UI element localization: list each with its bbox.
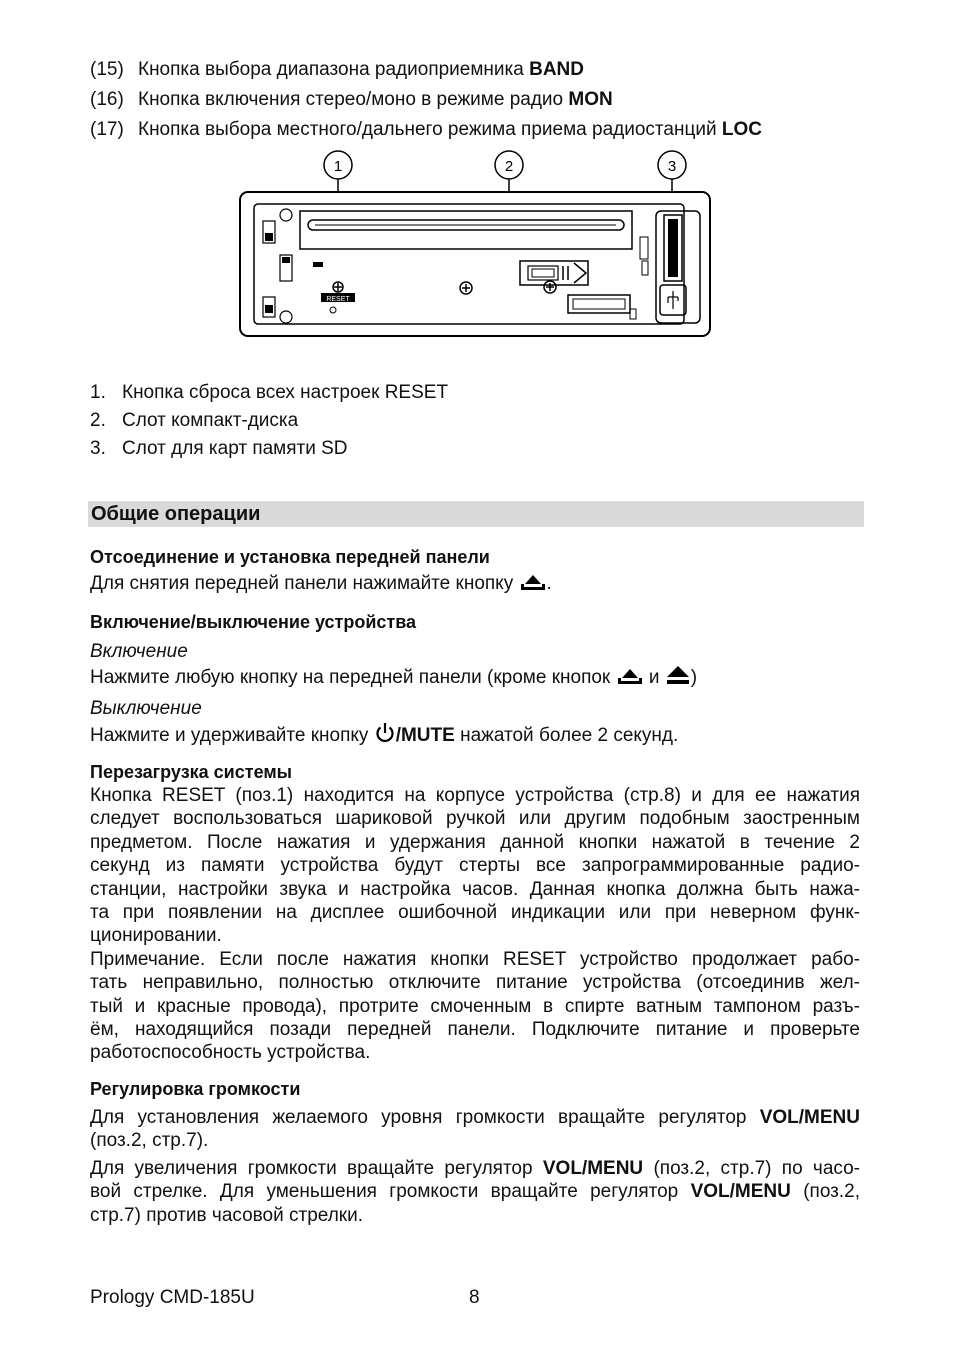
power-on-text xyxy=(90,665,697,690)
list-text: Кнопка выбора местного/дальнего режима приема радиостанций xyxy=(138,119,722,140)
note-line: тый и красные провода), протрите смоченным в спирте ватным тампоном разъ- xyxy=(90,995,860,1017)
reboot-line: предметом. После нажатия и удержания данной кнопки нажатой в течение 2 xyxy=(90,831,860,853)
section-title: Общие операции xyxy=(91,503,261,525)
list-text: Слот компакт-диска xyxy=(122,410,299,431)
vol-menu-keyword: VOL/MENU xyxy=(542,1158,644,1179)
note-line: работоспособность устройства. xyxy=(90,1042,371,1064)
vol-menu-keyword: VOL/MENU xyxy=(759,1107,860,1128)
volume-text: (поз.2, стр.7) по часо- xyxy=(653,1158,861,1179)
volume-text: Для увеличения громкости вращайте регулятор xyxy=(90,1158,533,1179)
list-item-16 xyxy=(90,88,613,112)
footer-model: Prology CMD-185U xyxy=(90,1287,255,1308)
reboot-heading: Перезагрузка системы xyxy=(90,762,293,782)
list-keyword: BAND xyxy=(529,59,584,80)
volume-text: вой стрелке. Для уменьшения громкости вращайте регулятор xyxy=(90,1181,679,1203)
list-number: 3. xyxy=(90,438,106,459)
reboot-line: та при появлении на дисплее ошибочной индикации или при неверном функ- xyxy=(90,902,860,924)
list-text: Слот для карт памяти SD xyxy=(122,438,348,459)
volume-heading: Регулировка громкости xyxy=(90,1079,301,1099)
vol-menu-keyword: VOL/MENU xyxy=(690,1181,791,1203)
mute-keyword: /MUTE xyxy=(395,725,455,746)
reboot-line: ционировании. xyxy=(90,925,222,947)
detach-heading: Отсоединение и установка передней панели xyxy=(90,547,490,567)
list-text: Кнопка сброса всех настроек RESET xyxy=(122,382,449,403)
volume-text: Для установления желаемого уровня громкости вращайте регулятор xyxy=(90,1107,747,1128)
list-keyword: LOC xyxy=(721,119,762,140)
device-diagram xyxy=(230,145,720,345)
volume-paragraph-2 xyxy=(90,1157,860,1227)
note-line: Примечание. Если после нажатия кнопки RESET устройство продолжает рабо- xyxy=(90,948,860,970)
release-panel-icon xyxy=(616,667,644,685)
note-line: ём, находящийся позади передней панели. Подключите питание и проверьте xyxy=(90,1019,860,1041)
detach-text-content: Для снятия передней панели нажимайте кнопку xyxy=(90,573,514,594)
legend-item-1 xyxy=(90,381,448,405)
list-number: (16) xyxy=(90,89,124,110)
reboot-line: секунд из памяти устройства будут стерты все запрограммированные радио- xyxy=(90,855,860,877)
list-number: (17) xyxy=(90,119,124,140)
volume-line: стр.7) против часовой стрелки. xyxy=(90,1204,363,1226)
volume-text: (поз.2, xyxy=(803,1181,861,1203)
power-on-label: Включение xyxy=(90,641,188,662)
legend-item-3 xyxy=(90,437,348,461)
volume-line xyxy=(90,1157,860,1180)
power-on-text-content: Нажмите любую кнопку на передней панели (кроме кнопок xyxy=(90,667,611,688)
note-line: тать неправильно, полностью отключите питание устройства (отсоединив жел- xyxy=(90,972,860,994)
volume-line: (поз.2, стр.7). xyxy=(90,1130,209,1152)
svg-text:2: 2 xyxy=(504,158,514,175)
reboot-paragraph xyxy=(90,784,860,1065)
detach-period: . xyxy=(546,573,552,594)
page-number: 8 xyxy=(469,1287,480,1308)
reboot-line: станции, настройки звука и настройка часов. Данная кнопка должна быть нажа- xyxy=(90,878,860,900)
release-panel-icon xyxy=(519,573,547,591)
volume-line xyxy=(90,1106,860,1129)
power-off-text-2: нажатой более 2 секунд. xyxy=(460,725,679,746)
list-text: Кнопка включения стерео/моно в режиме радио xyxy=(138,89,569,110)
reboot-line: следует воспользоваться шариковой ручкой или другим подобным заостренным xyxy=(90,808,860,830)
power-on-and: и xyxy=(648,667,660,688)
list-keyword: MON xyxy=(568,89,613,110)
power-off-label: Выключение xyxy=(90,698,202,719)
power-heading: Включение/выключение устройства xyxy=(90,612,417,632)
power-off-text xyxy=(90,722,678,748)
list-number: 1. xyxy=(90,382,106,403)
device-body xyxy=(240,192,710,336)
reboot-line: Кнопка RESET (поз.1) находится на корпусе устройства (стр.8) и для ее нажатия xyxy=(90,785,860,806)
volume-paragraph-1 xyxy=(90,1106,860,1153)
svg-text:1: 1 xyxy=(333,158,343,175)
detach-text xyxy=(90,572,552,596)
power-icon xyxy=(374,722,396,744)
svg-text:3: 3 xyxy=(667,158,677,175)
list-item-15 xyxy=(90,58,584,82)
power-on-end: ) xyxy=(690,667,698,688)
power-off-text-1: Нажмите и удерживайте кнопку xyxy=(90,725,369,746)
eject-icon xyxy=(665,665,691,685)
list-number: (15) xyxy=(90,59,124,80)
volume-line xyxy=(90,1180,860,1203)
list-item-17 xyxy=(90,118,762,142)
legend-item-2 xyxy=(90,409,298,433)
svg-text:RESET: RESET xyxy=(326,296,350,303)
list-number: 2. xyxy=(90,410,106,431)
list-text: Кнопка выбора диапазона радиоприемника xyxy=(138,59,530,80)
